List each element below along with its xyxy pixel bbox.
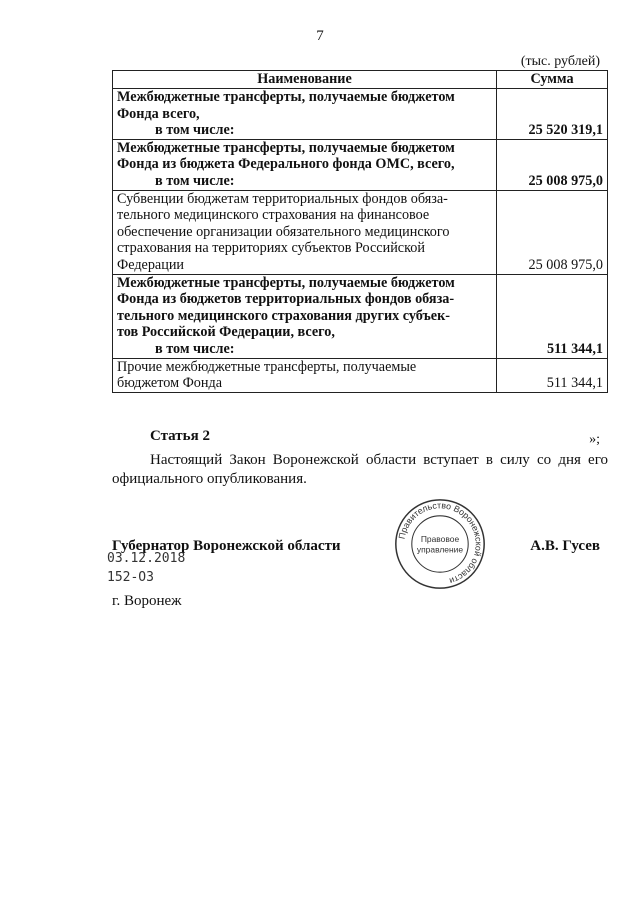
- city-name: г. Воронеж: [112, 593, 182, 609]
- row-name-line: Фонда всего,: [117, 105, 200, 122]
- row-name-cell: [113, 274, 497, 358]
- seal-outer-text: Правительство Воронежской области: [396, 500, 484, 587]
- row-name-cell: [113, 190, 497, 274]
- row-sum-cell: 511 344,1: [497, 274, 608, 358]
- row-name-line: бюджетом Фонда: [117, 375, 222, 392]
- row-name-line: Фонда из бюджетов территориальных фондов обяза-: [117, 291, 455, 308]
- table-row: [113, 274, 608, 358]
- row-sum-cell: 25 008 975,0: [497, 139, 608, 190]
- row-name-line: в том числе:: [155, 122, 235, 139]
- row-sum-cell: 25 520 319,1: [497, 89, 608, 140]
- row-name-line: Прочие межбюджетные трансферты, получаемые: [117, 358, 417, 375]
- signature-title: Губернатор Воронежской области: [112, 538, 341, 554]
- row-name-line: Субвенции бюджетам территориальных фондов обяза-: [117, 190, 448, 207]
- signature-name: А.В. Гусев: [530, 538, 600, 554]
- row-sum-cell: 25 008 975,0: [497, 190, 608, 274]
- row-name-line: Межбюджетные трансферты, получаемые бюджетом: [117, 139, 455, 156]
- table-header-row: [113, 71, 608, 89]
- units-label: (тыс. рублей): [520, 54, 600, 69]
- row-name-line: Межбюджетные трансферты, получаемые бюджетом: [117, 274, 455, 291]
- table-row: [113, 358, 608, 392]
- table-body: [113, 89, 608, 393]
- table-row: [113, 89, 608, 140]
- row-name-line: в том числе:: [155, 340, 235, 357]
- header-sum: Сумма: [497, 71, 608, 89]
- seal-inner-line1: Правовое: [420, 534, 460, 545]
- table-row: [113, 190, 608, 274]
- row-name-line: Федерации: [117, 256, 185, 273]
- row-name-line: тельного медицинского страхования на финансовое: [117, 207, 430, 224]
- budget-table: [112, 70, 608, 393]
- closing-quote: »;: [589, 432, 600, 447]
- row-sum-cell: 511 344,1: [497, 358, 608, 392]
- registration-number: 152-ОЗ: [107, 570, 154, 585]
- row-name-line: Фонда из бюджета Федерального фонда ОМС, всего,: [117, 156, 455, 173]
- table-row: [113, 139, 608, 190]
- row-name-cell: [113, 139, 497, 190]
- row-name-line: обеспечение организации обязательного медицинского: [117, 223, 450, 240]
- row-name-line: Межбюджетные трансферты, получаемые бюджетом: [117, 89, 455, 105]
- seal-inner-line2: управление: [416, 544, 464, 555]
- page-number: 7: [316, 28, 324, 44]
- article-text: Настоящий Закон Воронежской области вступает в силу со дня его официального опубликования.: [112, 452, 608, 487]
- row-name-cell: [113, 358, 497, 392]
- row-name-line: тельного медицинского страхования других субъек-: [117, 307, 450, 324]
- article-title: Статья 2: [150, 428, 210, 444]
- header-name: Наименование: [113, 71, 497, 89]
- row-name-cell: [113, 89, 497, 140]
- official-seal: [393, 497, 487, 591]
- row-name-line: в том числе:: [155, 172, 235, 189]
- row-name-line: страхования на территориях субъектов Российской: [117, 240, 425, 257]
- registration-date: 03.12.2018: [107, 551, 186, 566]
- row-name-line: тов Российской Федерации, всего,: [117, 324, 335, 341]
